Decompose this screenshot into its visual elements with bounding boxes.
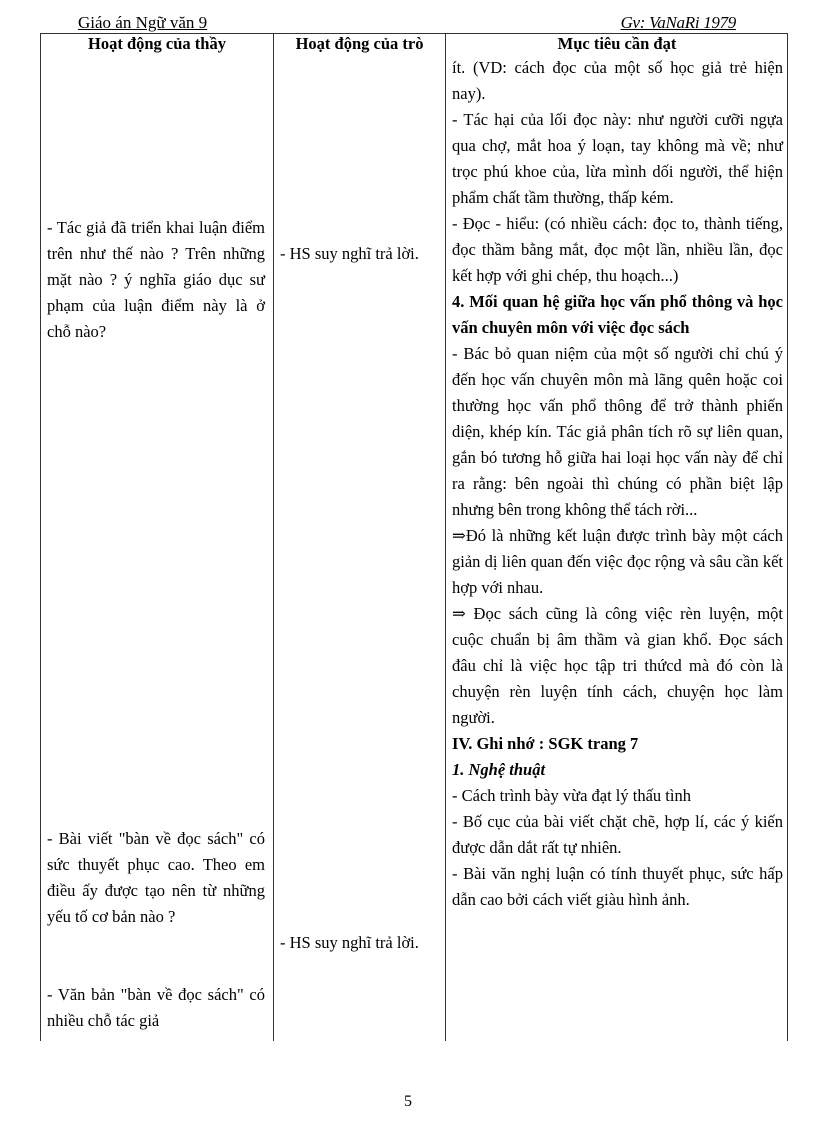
goal-paragraph: - Bố cục của bài viết chặt chẽ, hợp lí, các ý kiến được dẫn dắt rất tự nhiên.	[452, 812, 783, 857]
teacher-question-2: - Bài viết "bàn về đọc sách" có sức thuyết phục cao. Theo em điều ấy được tạo nên từ những yếu tố cơ bản nào ?	[47, 829, 265, 926]
page-number: 5	[404, 1093, 412, 1110]
goal-paragraph: ít. (VD: cách đọc của một số học giả trẻ hiện nay).	[452, 58, 783, 103]
goal-paragraph: - Đọc - hiểu: (có nhiều cách: đọc to, thành tiếng, đọc thầm bằng mắt, đọc một lần, nhiều lần, đọc kết hợp với ghi chép, thu hoạch...)	[452, 214, 783, 285]
goal-paragraph: - Cách trình bày vừa đạt lý thấu tình	[452, 786, 691, 805]
teacher-question-3: - Văn bản "bàn về đọc sách" có nhiều chỗ tác giả	[47, 985, 265, 1030]
learning-goals-column	[445, 34, 788, 1041]
subheading-art: 1. Nghệ thuật	[452, 760, 546, 779]
document-header-author: Gv: VaNaRi 1979	[620, 13, 736, 32]
column-header-teacher: Hoạt động của thầy	[88, 34, 226, 53]
teacher-question-1: - Tác giả đã triển khai luận điểm trên như thế nào ? Trên những mặt nào ? ý nghĩa giáo dục sư phạm của luận điểm này là ở chỗ nào?	[47, 218, 265, 341]
section-heading-4: 4. Mối quan hệ giữa học vấn phổ thông và học vấn chuyên môn với việc đọc sách	[452, 292, 783, 337]
document-header-title: Giáo án Ngữ văn 9	[78, 13, 208, 32]
section-heading-remember: IV. Ghi nhớ : SGK trang 7	[452, 734, 639, 753]
goal-paragraph: - Bác bỏ quan niệm của một số người chỉ chú ý đến học vấn chuyên môn mà lãng quên hoặc coi thường học vấn phổ thông để trở thành phiến diện, khép kín. Tác giả phân tích rõ sự liên quan, gắn bó tương hỗ giữa hai loại học vấn này để chỉ ra rằng: bên ngoài thì chúng có phần biệt lập nhưng bên trong không thể tách rời...	[452, 344, 783, 519]
goals-text-block	[452, 55, 783, 913]
goal-paragraph: ⇒ Đọc sách cũng là công việc rèn luyện, một cuộc chuẩn bị âm thầm và gian khổ. Đọc sách đâu chỉ là việc học tập tri thứcd mà đó còn là chuyện rèn luyện tính cách, chuyện học làm người.	[452, 604, 783, 727]
goal-paragraph: - Tác hại của lối đọc này: như người cưỡi ngựa qua chợ, mắt hoa ý loạn, tay không mà về; như trọc phú khoe của, lừa mình dối người, thể hiện phẩm chất tầm thường, thấp kém.	[452, 110, 783, 207]
student-answer-2: - HS suy nghĩ trả lời.	[280, 933, 419, 952]
teacher-activity-column	[41, 34, 273, 1041]
column-header-goals: Mục tiêu cần đạt	[557, 34, 677, 53]
column-header-student: Hoạt động của trò	[295, 34, 424, 53]
lesson-plan-table	[40, 33, 788, 1041]
student-activity-column	[273, 34, 445, 1041]
goal-paragraph: - Bài văn nghị luận có tính thuyết phục, sức hấp dẫn cao bởi cách viết giàu hình ảnh.	[452, 864, 783, 909]
goal-paragraph: ⇒Đó là những kết luận được trình bày một cách giản dị liên quan đến việc đọc rộng và sâu cần kết hợp với nhau.	[452, 526, 783, 597]
student-answer-1: - HS suy nghĩ trả lời.	[280, 244, 419, 263]
